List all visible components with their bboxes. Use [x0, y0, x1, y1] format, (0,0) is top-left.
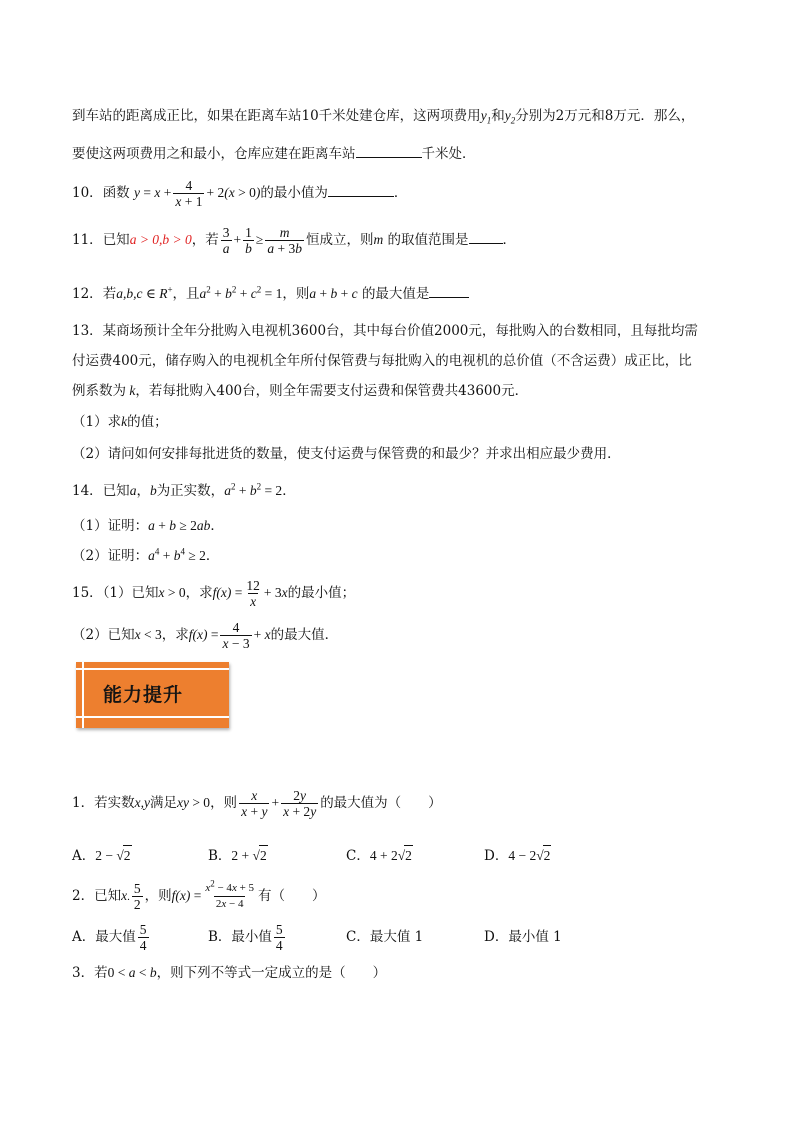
question-15-part-1 [72, 576, 355, 610]
question-14: 14．已知a，b为正实数，$a^2 + b^2 = 2$． [72, 481, 296, 499]
option-a[interactable] [72, 920, 151, 954]
intro-text: 分别为2万元和8万元．那么， [515, 108, 695, 124]
question-text: 的最大值是 [361, 286, 430, 302]
answer-blank [328, 184, 394, 197]
question-text: 的最大值． [270, 627, 339, 643]
question-text: 满足 [149, 795, 177, 811]
math-fraction: $\frac{5}{4}$ [139, 922, 147, 953]
math-expr: x > 0 [158, 585, 186, 600]
question-text: 若实数 [94, 795, 135, 811]
option-a[interactable] [72, 845, 132, 866]
math-fraction: $\frac{x}{x + y}$ [241, 788, 268, 819]
question-text: 的取值范围是 [387, 232, 469, 248]
question-15-part-2 [72, 618, 338, 652]
intro-text: 要使这两项费用之和最小，仓库应建在距离车站 [72, 146, 356, 162]
banner-decoration [82, 662, 84, 728]
math-k: k [126, 383, 136, 398]
question-12 [72, 284, 469, 304]
question-text: 例系数为 [72, 383, 126, 399]
question-text: （1）已知 [102, 585, 159, 601]
question-text: （1）求 [72, 414, 122, 430]
math-expr: $a^4 + b^4 \ge 2$ [148, 546, 206, 563]
question-number: 2． [72, 888, 95, 904]
math-expr: x [121, 888, 128, 903]
math-y2: $y_2$ [504, 108, 516, 126]
option-label: D． [484, 848, 509, 864]
section-title: 能力提升 [103, 684, 184, 706]
option-c[interactable] [346, 845, 413, 866]
math-expr: 2 + √2 [231, 848, 267, 863]
option-label: A．最大值 [72, 929, 136, 945]
question-text: （2）证明： [72, 548, 149, 564]
option-d[interactable] [484, 845, 551, 866]
question-text: 的值； [127, 414, 168, 430]
math-fraction: $\frac{m}{a + 3b}$ [267, 225, 302, 256]
question-13-line-2: 付运费400元，储存购入的电视机全年所付保管费与每批购入的电视机的总价值（不含运费）成正比，比 [72, 353, 692, 369]
math-expr: + x [253, 627, 271, 642]
question-10 [72, 176, 407, 210]
option-b[interactable] [208, 845, 268, 866]
intro-text: 到车站的距离成正比，如果在距离车站10千米处建仓库，这两项费用 [72, 108, 481, 124]
question-text: 为正实数， [156, 483, 225, 499]
math-k: k [121, 414, 128, 429]
math-expr: a,b,c ∈ R+ [116, 284, 173, 301]
option-c[interactable]: C．最大值 1 [346, 929, 424, 945]
option-label: A． [72, 848, 96, 864]
option-label: B．最小值 [208, 929, 272, 945]
question-text: ，若每批购入400台，则全年需要支付运费和保管费共43600元． [135, 383, 529, 399]
question-number: 11． [72, 232, 103, 248]
intro-text: 和 [491, 108, 505, 124]
math-fraction: $\frac{x^2 - 4x + 5}{2x - 4}$ [205, 878, 255, 910]
question-text: ，若 [191, 232, 219, 248]
math-b: b [149, 483, 157, 498]
math-expr: xy > 0 [176, 795, 211, 810]
question-text: 有（ ） [258, 888, 326, 904]
question-text: ，求 [161, 627, 189, 643]
question-text: ，求 [185, 585, 213, 601]
math-expr: f(x) = [188, 627, 219, 642]
question-text: （2）已知 [72, 627, 135, 643]
math-fraction: $\frac{3}{a}$ [222, 225, 230, 256]
math-condition: a > 0,b > 0 [129, 232, 192, 247]
math-expr: 4 − 2√2 [508, 848, 551, 863]
question-text: ，则 [144, 888, 172, 904]
question-number: 12． [72, 286, 103, 302]
question-11: 11．已知a > 0,b > 0，若 $\frac{3}{a}$ + $\frac{1}{b}$ ≥ $\frac{m}{a + 3b}$ 恒成立，则m 的取值范围是 ． [72, 225, 517, 256]
banner-decoration [76, 668, 229, 670]
math-fraction: $\frac{5}{2}$ [133, 881, 141, 912]
question-13-part-2: （2）请问如何安排每批进货的数量，使支付运费与保管费的和最少？并求出相应最少费用． [72, 446, 621, 462]
answer-blank [469, 231, 503, 244]
question-13-part-1 [72, 412, 168, 432]
math-fraction: $\frac{2y}{x + 2y}$ [283, 788, 317, 819]
question-text: ，则 [282, 286, 310, 302]
math-expr: $a^2 + b^2 = 2$ [224, 481, 283, 498]
question-text: 已知 [102, 483, 130, 499]
question-text: ， [136, 483, 150, 499]
math-fraction: $\frac{4}{x + 1}$ [175, 178, 203, 209]
question-text: （1）证明： [72, 518, 149, 534]
question-text: 已知 [102, 232, 130, 248]
option-b[interactable] [208, 920, 287, 954]
question-text: 已知 [94, 888, 122, 904]
math-expr: + 3x [263, 585, 288, 600]
question-number: 1． [72, 795, 95, 811]
question-text: 函数 [102, 185, 130, 201]
math-expr: x < 3 [134, 627, 162, 642]
math-expr: f(x) = [171, 888, 202, 903]
math-fraction: $\frac{1}{b}$ [245, 225, 252, 256]
math-expr: $a^2 + b^2 + c^2 = 1$ [199, 284, 283, 301]
option-d[interactable]: D．最小值 1 [484, 929, 562, 945]
question-14-part-2: （2）证明：$a^4 + b^4 \ge 2$． [72, 546, 220, 564]
question-text: 恒成立，则 [305, 232, 374, 248]
math-expr: x,y [134, 795, 150, 810]
math-expr: a + b ≥ 2ab [148, 518, 211, 533]
math-expr: f(x) = [212, 585, 243, 600]
question-text: ，则 [210, 795, 238, 811]
question-text: 若 [102, 286, 117, 302]
math-fraction: $\frac{4}{x - 3}$ [222, 620, 250, 651]
answer-blank [429, 285, 469, 298]
section-question-2: 2．已知x. $\frac{5}{2}$ ，则f(x) = $\frac{x^2 - 4x + 5}{2x - 4}$ 有（ ） [72, 878, 326, 912]
question-text: 的最小值； [287, 585, 356, 601]
question-text: ，则下列不等式一定成立的是（ ） [156, 965, 387, 981]
intro-text: 千米处． [421, 146, 476, 162]
math-expr: y = x + [133, 185, 172, 200]
math-fraction: $\frac{5}{4}$ [275, 922, 283, 953]
question-number: 15． [72, 585, 103, 601]
option-label: C． [346, 848, 370, 864]
math-a: a [129, 483, 137, 498]
question-14-part-1: （1）证明：a + b ≥ 2ab． [72, 518, 224, 534]
section-question-3 [72, 963, 386, 983]
math-y1: $y_1$ [480, 108, 492, 126]
question-number: 14． [72, 483, 103, 499]
question-text: ，且 [172, 286, 200, 302]
section-banner [76, 662, 229, 728]
math-expr: + 2(x > 0) [206, 185, 261, 200]
question-number: 10． [72, 185, 103, 201]
question-text: 若 [94, 965, 108, 981]
answer-blank [356, 145, 422, 158]
math-expr: 4 + 2√2 [370, 848, 413, 863]
question-text: 的最大值为（ ） [320, 795, 442, 811]
option-label: B． [208, 848, 232, 864]
question-13-line-3 [72, 381, 528, 401]
math-m: m [373, 232, 384, 247]
question-text: ． [393, 185, 408, 201]
math-expr: 0 < a < b [107, 965, 157, 980]
intro-line-2 [72, 144, 476, 164]
math-expr: a + b + c [309, 286, 358, 301]
math-fraction: $\frac{12}{x}$ [246, 578, 260, 609]
question-text: ． [502, 232, 517, 248]
banner-decoration [76, 716, 229, 718]
intro-line-1 [72, 106, 694, 126]
question-number: 3． [72, 965, 95, 981]
math-expr: 2 − √2 [95, 848, 131, 863]
section-question-1: 1．若实数x,y满足xy > 0，则 $\frac{x}{x + y}$ + $\frac{2y}{x + 2y}$ 的最大值为（ ） [72, 788, 442, 819]
question-13-line-1: 13．某商场预计全年分批购入电视机3600台，其中每台价值2000元，每批购入的台数相同，且每批均需 [72, 323, 698, 339]
question-text: 的最小值为 [260, 185, 328, 201]
